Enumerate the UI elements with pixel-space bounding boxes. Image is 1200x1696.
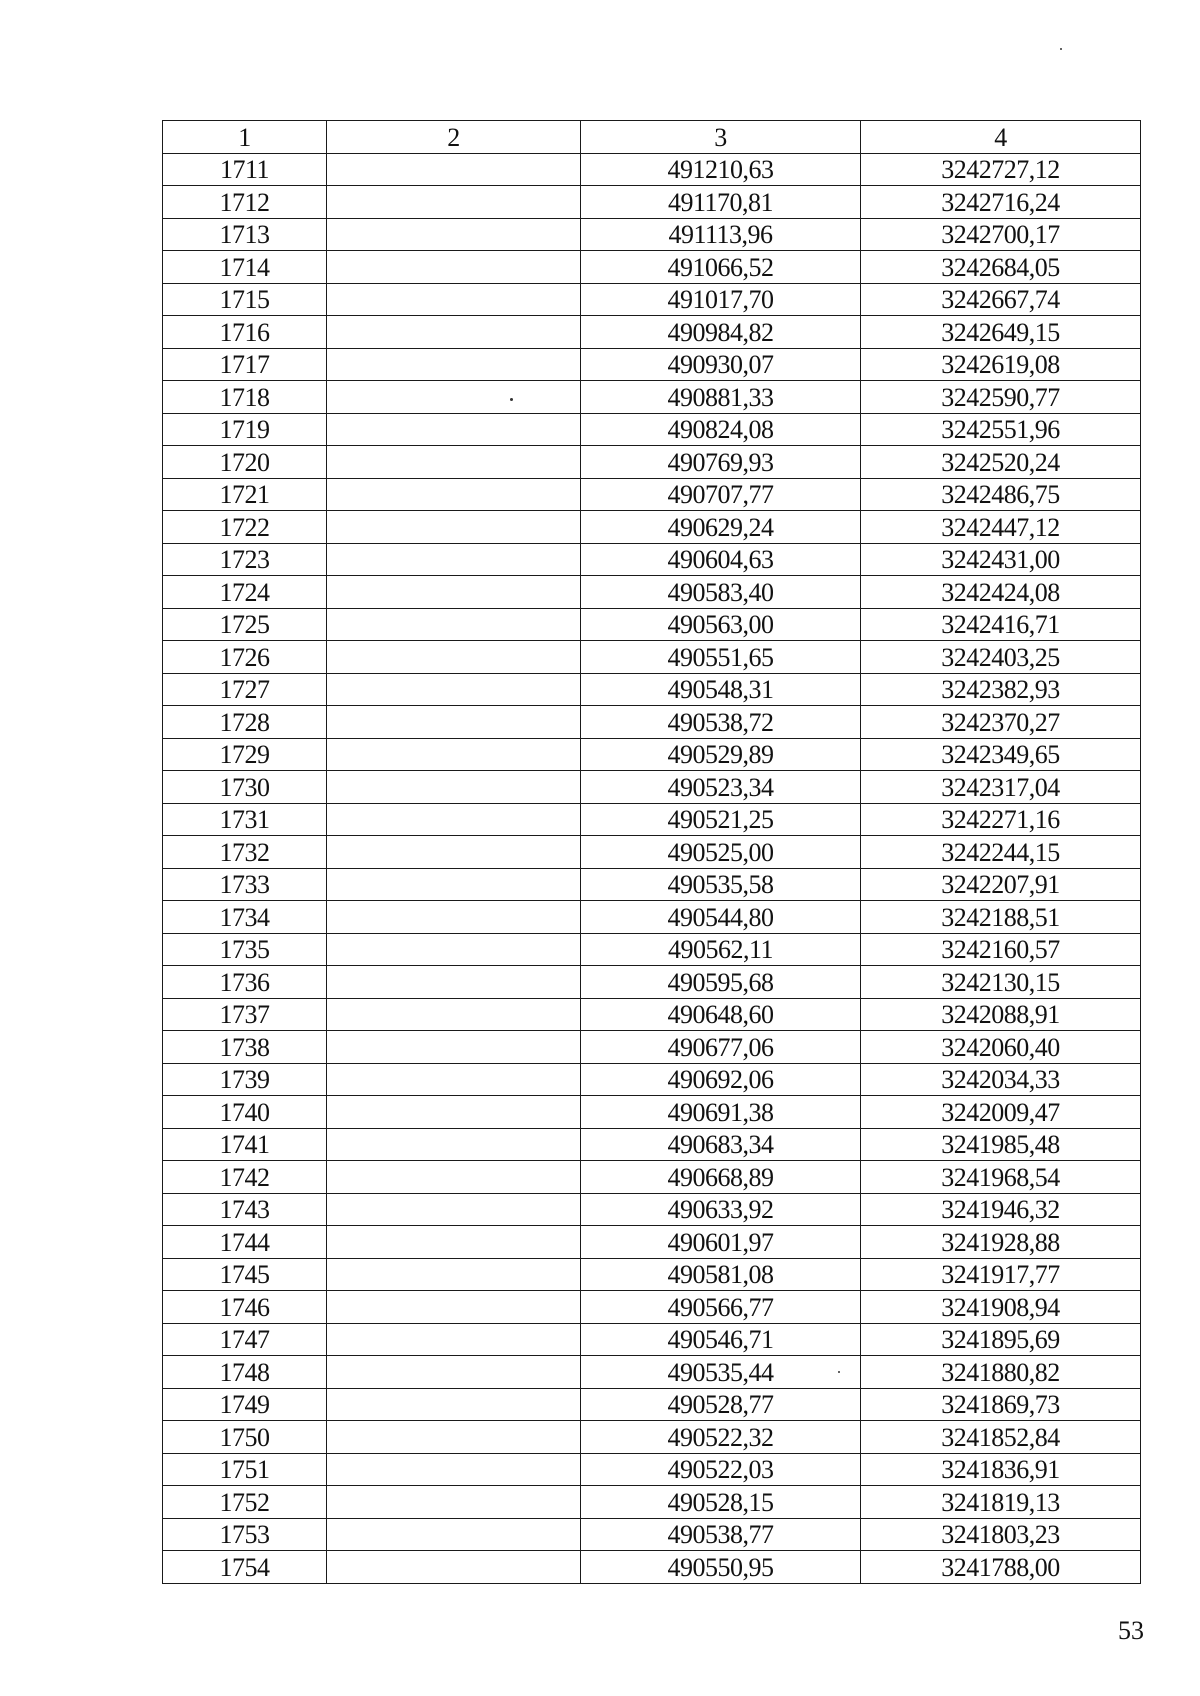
point-number-cell: 1718 [163, 381, 327, 414]
x-coordinate-cell: 490563,00 [581, 608, 861, 641]
point-number-cell: 1738 [163, 1031, 327, 1064]
x-coordinate-cell: 490538,77 [581, 1518, 861, 1551]
empty-cell [327, 251, 581, 284]
y-coordinate-cell: 3242188,51 [861, 901, 1141, 934]
point-number-cell: 1728 [163, 706, 327, 739]
point-number-cell: 1731 [163, 803, 327, 836]
empty-cell [327, 153, 581, 186]
x-coordinate-cell: 490528,15 [581, 1486, 861, 1519]
point-number-cell: 1716 [163, 316, 327, 349]
empty-cell [327, 1388, 581, 1421]
table-row [163, 966, 1141, 999]
table-row [163, 1551, 1141, 1584]
x-coordinate-cell: 490521,25 [581, 803, 861, 836]
empty-cell [327, 1291, 581, 1324]
x-coordinate-cell: 490930,07 [581, 348, 861, 381]
empty-cell [327, 1226, 581, 1259]
x-coordinate-cell: 490683,34 [581, 1128, 861, 1161]
point-number-cell: 1732 [163, 836, 327, 869]
table-row [163, 1063, 1141, 1096]
empty-cell [327, 771, 581, 804]
x-coordinate-cell: 490546,71 [581, 1323, 861, 1356]
y-coordinate-cell: 3242551,96 [861, 413, 1141, 446]
empty-cell [327, 998, 581, 1031]
empty-cell [327, 1128, 581, 1161]
point-number-cell: 1747 [163, 1323, 327, 1356]
point-number-cell: 1746 [163, 1291, 327, 1324]
table-row [163, 348, 1141, 381]
point-number-cell: 1711 [163, 153, 327, 186]
x-coordinate-cell: 490824,08 [581, 413, 861, 446]
table-row [163, 1031, 1141, 1064]
y-coordinate-cell: 3242486,75 [861, 478, 1141, 511]
table-row [163, 1486, 1141, 1519]
table-header [163, 121, 1141, 154]
y-coordinate-cell: 3242060,40 [861, 1031, 1141, 1064]
table-row [163, 283, 1141, 316]
x-coordinate-cell: 490595,68 [581, 966, 861, 999]
y-coordinate-cell: 3242130,15 [861, 966, 1141, 999]
y-coordinate-cell: 3242684,05 [861, 251, 1141, 284]
empty-cell [327, 1486, 581, 1519]
point-number-cell: 1726 [163, 641, 327, 674]
table-row [163, 1096, 1141, 1129]
y-coordinate-cell: 3241908,94 [861, 1291, 1141, 1324]
x-coordinate-cell: 490692,06 [581, 1063, 861, 1096]
y-coordinate-cell: 3242088,91 [861, 998, 1141, 1031]
y-coordinate-cell: 3242424,08 [861, 576, 1141, 609]
y-coordinate-cell: 3241803,23 [861, 1518, 1141, 1551]
point-number-cell: 1737 [163, 998, 327, 1031]
y-coordinate-cell: 3241917,77 [861, 1258, 1141, 1291]
y-coordinate-cell: 3241788,00 [861, 1551, 1141, 1584]
point-number-cell: 1750 [163, 1421, 327, 1454]
table-row [163, 576, 1141, 609]
table-row [163, 186, 1141, 219]
x-coordinate-cell: 491113,96 [581, 218, 861, 251]
x-coordinate-cell: 490535,58 [581, 868, 861, 901]
empty-cell [327, 1161, 581, 1194]
point-number-cell: 1714 [163, 251, 327, 284]
table-row [163, 706, 1141, 739]
table-row [163, 316, 1141, 349]
table-row [163, 1356, 1141, 1389]
point-number-cell: 1729 [163, 738, 327, 771]
x-coordinate-cell: 490525,00 [581, 836, 861, 869]
table-row [163, 1226, 1141, 1259]
x-coordinate-cell: 491210,63 [581, 153, 861, 186]
empty-cell [327, 901, 581, 934]
y-coordinate-cell: 3242520,24 [861, 446, 1141, 479]
point-number-cell: 1722 [163, 511, 327, 544]
x-coordinate-cell: 490529,89 [581, 738, 861, 771]
x-coordinate-cell: 490528,77 [581, 1388, 861, 1421]
y-coordinate-cell: 3241819,13 [861, 1486, 1141, 1519]
point-number-cell: 1744 [163, 1226, 327, 1259]
x-coordinate-cell: 490522,03 [581, 1453, 861, 1486]
y-coordinate-cell: 3242009,47 [861, 1096, 1141, 1129]
coordinates-table [162, 120, 1141, 1584]
empty-cell [327, 836, 581, 869]
table-row [163, 1323, 1141, 1356]
empty-cell [327, 966, 581, 999]
y-coordinate-cell: 3242727,12 [861, 153, 1141, 186]
column-header-3: 3 [581, 121, 861, 154]
point-number-cell: 1740 [163, 1096, 327, 1129]
x-coordinate-cell: 490544,80 [581, 901, 861, 934]
table-row [163, 738, 1141, 771]
table-row [163, 1291, 1141, 1324]
empty-cell [327, 1518, 581, 1551]
empty-cell [327, 446, 581, 479]
table-row [163, 998, 1141, 1031]
empty-cell [327, 348, 581, 381]
empty-cell [327, 641, 581, 674]
x-coordinate-cell: 490522,32 [581, 1421, 861, 1454]
empty-cell [327, 576, 581, 609]
table-row [163, 673, 1141, 706]
x-coordinate-cell: 490629,24 [581, 511, 861, 544]
point-number-cell: 1713 [163, 218, 327, 251]
y-coordinate-cell: 3242317,04 [861, 771, 1141, 804]
empty-cell [327, 1096, 581, 1129]
x-coordinate-cell: 490691,38 [581, 1096, 861, 1129]
x-coordinate-cell: 490668,89 [581, 1161, 861, 1194]
table-row [163, 478, 1141, 511]
table-row [163, 868, 1141, 901]
y-coordinate-cell: 3242619,08 [861, 348, 1141, 381]
x-coordinate-cell: 490633,92 [581, 1193, 861, 1226]
point-number-cell: 1739 [163, 1063, 327, 1096]
empty-cell [327, 1421, 581, 1454]
x-coordinate-cell: 490562,11 [581, 933, 861, 966]
y-coordinate-cell: 3241928,88 [861, 1226, 1141, 1259]
table-body [163, 153, 1141, 1583]
table-row [163, 153, 1141, 186]
table-row [163, 1421, 1141, 1454]
y-coordinate-cell: 3242667,74 [861, 283, 1141, 316]
point-number-cell: 1723 [163, 543, 327, 576]
x-coordinate-cell: 490581,08 [581, 1258, 861, 1291]
column-header-4: 4 [861, 121, 1141, 154]
x-coordinate-cell: 490677,06 [581, 1031, 861, 1064]
point-number-cell: 1730 [163, 771, 327, 804]
empty-cell [327, 543, 581, 576]
empty-cell [327, 1356, 581, 1389]
empty-cell [327, 413, 581, 446]
table-row [163, 1453, 1141, 1486]
scan-speck [838, 1371, 840, 1373]
y-coordinate-cell: 3241985,48 [861, 1128, 1141, 1161]
empty-cell [327, 803, 581, 836]
point-number-cell: 1735 [163, 933, 327, 966]
x-coordinate-cell: 490535,44 [581, 1356, 861, 1389]
table-row [163, 413, 1141, 446]
y-coordinate-cell: 3242447,12 [861, 511, 1141, 544]
y-coordinate-cell: 3242244,15 [861, 836, 1141, 869]
y-coordinate-cell: 3242403,25 [861, 641, 1141, 674]
y-coordinate-cell: 3242382,93 [861, 673, 1141, 706]
x-coordinate-cell: 490601,97 [581, 1226, 861, 1259]
empty-cell [327, 608, 581, 641]
point-number-cell: 1751 [163, 1453, 327, 1486]
empty-cell [327, 1453, 581, 1486]
table-row [163, 251, 1141, 284]
scan-speck [1060, 48, 1062, 50]
y-coordinate-cell: 3242590,77 [861, 381, 1141, 414]
empty-cell [327, 1031, 581, 1064]
table-row [163, 1193, 1141, 1226]
point-number-cell: 1753 [163, 1518, 327, 1551]
x-coordinate-cell: 490604,63 [581, 543, 861, 576]
table-row [163, 641, 1141, 674]
empty-cell [327, 478, 581, 511]
point-number-cell: 1720 [163, 446, 327, 479]
empty-cell [327, 706, 581, 739]
x-coordinate-cell: 490648,60 [581, 998, 861, 1031]
y-coordinate-cell: 3242649,15 [861, 316, 1141, 349]
empty-cell [327, 1193, 581, 1226]
empty-cell [327, 738, 581, 771]
empty-cell [327, 511, 581, 544]
x-coordinate-cell: 490550,95 [581, 1551, 861, 1584]
point-number-cell: 1725 [163, 608, 327, 641]
point-number-cell: 1727 [163, 673, 327, 706]
x-coordinate-cell: 490984,82 [581, 316, 861, 349]
y-coordinate-cell: 3242271,16 [861, 803, 1141, 836]
page-number: 53 [1118, 1616, 1144, 1645]
x-coordinate-cell: 490566,77 [581, 1291, 861, 1324]
y-coordinate-cell: 3241946,32 [861, 1193, 1141, 1226]
y-coordinate-cell: 3242716,24 [861, 186, 1141, 219]
y-coordinate-cell: 3241852,84 [861, 1421, 1141, 1454]
point-number-cell: 1748 [163, 1356, 327, 1389]
empty-cell [327, 1258, 581, 1291]
point-number-cell: 1719 [163, 413, 327, 446]
x-coordinate-cell: 491170,81 [581, 186, 861, 219]
empty-cell [327, 933, 581, 966]
table-row [163, 511, 1141, 544]
table-row [163, 1258, 1141, 1291]
y-coordinate-cell: 3241880,82 [861, 1356, 1141, 1389]
x-coordinate-cell: 490881,33 [581, 381, 861, 414]
table-row [163, 1518, 1141, 1551]
point-number-cell: 1741 [163, 1128, 327, 1161]
x-coordinate-cell: 490538,72 [581, 706, 861, 739]
empty-cell [327, 1551, 581, 1584]
point-number-cell: 1712 [163, 186, 327, 219]
empty-cell [327, 316, 581, 349]
empty-cell [327, 868, 581, 901]
y-coordinate-cell: 3242370,27 [861, 706, 1141, 739]
point-number-cell: 1724 [163, 576, 327, 609]
empty-cell [327, 1323, 581, 1356]
point-number-cell: 1745 [163, 1258, 327, 1291]
x-coordinate-cell: 490769,93 [581, 446, 861, 479]
y-coordinate-cell: 3242431,00 [861, 543, 1141, 576]
x-coordinate-cell: 491017,70 [581, 283, 861, 316]
header-row [163, 121, 1141, 154]
table-row [163, 1128, 1141, 1161]
empty-cell [327, 218, 581, 251]
y-coordinate-cell: 3242207,91 [861, 868, 1141, 901]
table-row [163, 218, 1141, 251]
empty-cell [327, 283, 581, 316]
point-number-cell: 1752 [163, 1486, 327, 1519]
table-row [163, 901, 1141, 934]
point-number-cell: 1721 [163, 478, 327, 511]
table-row [163, 381, 1141, 414]
y-coordinate-cell: 3241895,69 [861, 1323, 1141, 1356]
table-row [163, 543, 1141, 576]
point-number-cell: 1742 [163, 1161, 327, 1194]
table-row [163, 836, 1141, 869]
empty-cell [327, 381, 581, 414]
table-row [163, 1161, 1141, 1194]
empty-cell [327, 673, 581, 706]
y-coordinate-cell: 3241869,73 [861, 1388, 1141, 1421]
y-coordinate-cell: 3242349,65 [861, 738, 1141, 771]
table-row [163, 1388, 1141, 1421]
y-coordinate-cell: 3242700,17 [861, 218, 1141, 251]
point-number-cell: 1749 [163, 1388, 327, 1421]
x-coordinate-cell: 490551,65 [581, 641, 861, 674]
point-number-cell: 1717 [163, 348, 327, 381]
empty-cell [327, 186, 581, 219]
point-number-cell: 1736 [163, 966, 327, 999]
x-coordinate-cell: 490548,31 [581, 673, 861, 706]
x-coordinate-cell: 490707,77 [581, 478, 861, 511]
x-coordinate-cell: 490523,34 [581, 771, 861, 804]
point-number-cell: 1715 [163, 283, 327, 316]
point-number-cell: 1743 [163, 1193, 327, 1226]
y-coordinate-cell: 3241836,91 [861, 1453, 1141, 1486]
table-row [163, 608, 1141, 641]
table-row [163, 771, 1141, 804]
table-row [163, 446, 1141, 479]
empty-cell [327, 1063, 581, 1096]
x-coordinate-cell: 491066,52 [581, 251, 861, 284]
column-header-1: 1 [163, 121, 327, 154]
column-header-2: 2 [327, 121, 581, 154]
table-row [163, 803, 1141, 836]
y-coordinate-cell: 3242034,33 [861, 1063, 1141, 1096]
point-number-cell: 1734 [163, 901, 327, 934]
y-coordinate-cell: 3242416,71 [861, 608, 1141, 641]
table-row [163, 933, 1141, 966]
scan-speck [510, 398, 513, 401]
point-number-cell: 1733 [163, 868, 327, 901]
x-coordinate-cell: 490583,40 [581, 576, 861, 609]
y-coordinate-cell: 3242160,57 [861, 933, 1141, 966]
y-coordinate-cell: 3241968,54 [861, 1161, 1141, 1194]
point-number-cell: 1754 [163, 1551, 327, 1584]
